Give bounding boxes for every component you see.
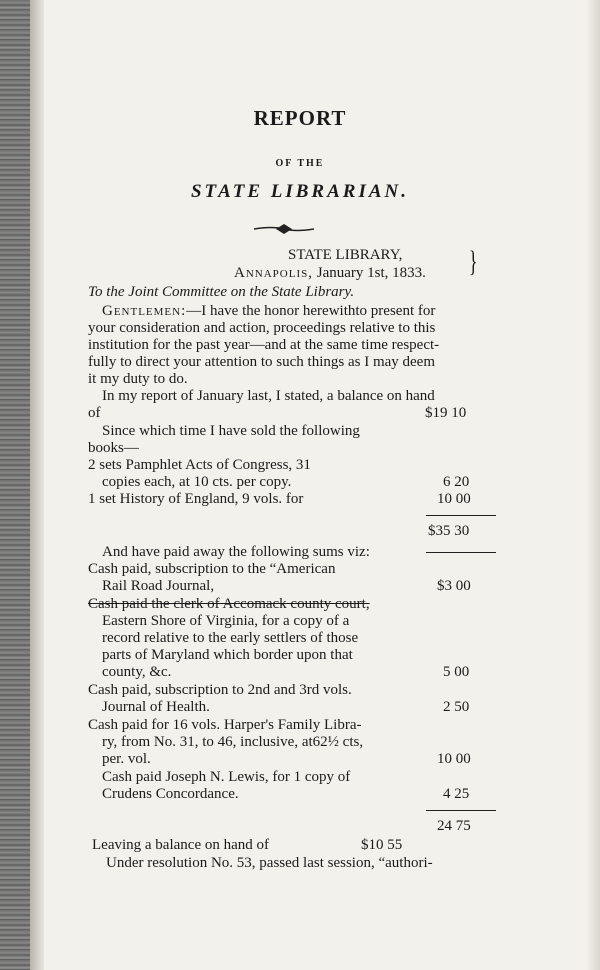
p1-line-4: fully to direct your attention to such things as I may deem xyxy=(88,354,436,370)
exp2-line-1: Cash paid the clerk of Accomack county court, xyxy=(88,596,370,612)
rule-subtotal xyxy=(426,515,496,516)
exp3-line-2: Journal of Health. xyxy=(102,699,210,715)
rule-total-paid xyxy=(426,810,496,811)
p3-line-2: books— xyxy=(88,440,139,456)
amount-harper: 10 00 xyxy=(437,751,471,767)
ornament-divider-icon xyxy=(252,222,316,236)
item1-line-2: copies each, at 10 cts. per copy. xyxy=(102,474,292,490)
p2-line-2: of xyxy=(88,405,101,421)
exp5-line-1: Cash paid Joseph N. Lewis, for 1 copy of xyxy=(102,769,351,785)
exp4-line-3: per. vol. xyxy=(102,751,151,767)
amount-subtotal: $35 30 xyxy=(428,523,470,539)
exp4-line-1: Cash paid for 16 vols. Harper's Family Libra- xyxy=(88,717,362,733)
report-of-the: OF THE xyxy=(275,158,325,169)
exp2-line-2: Eastern Shore of Virginia, for a copy of a xyxy=(102,613,350,629)
dateline-day: January 1st, 1833. xyxy=(316,265,426,281)
p1-line-3: institution for the past year—and at the same time respect- xyxy=(88,337,440,353)
exp1-line-1: Cash paid, subscription to the “American xyxy=(88,561,336,577)
salutation: Gentlemen: xyxy=(102,303,187,319)
dateline-date xyxy=(234,265,426,282)
exp2-line-3: record relative to the early settlers of those xyxy=(102,630,359,646)
balance-label: Leaving a balance on hand of xyxy=(92,837,270,853)
item1-line-1: 2 sets Pamphlet Acts of Congress, 31 xyxy=(88,457,311,473)
paid-intro: And have paid away the following sums viz: xyxy=(102,544,370,560)
amount-accomack: 5 00 xyxy=(443,664,470,680)
p1-line-5: it my duty to do. xyxy=(88,371,188,387)
address-line: To the Joint Committee on the State Library. xyxy=(88,284,355,300)
dateline-place: Annapolis, xyxy=(234,265,313,281)
balance-value: $10 55 xyxy=(361,837,403,853)
last-line: Under resolution No. 53, passed last session, “authori- xyxy=(106,855,433,871)
rule-paid xyxy=(426,552,496,553)
exp3-line-1: Cash paid, subscription to 2nd and 3rd vols. xyxy=(88,682,352,698)
amount-total-paid: 24 75 xyxy=(437,818,471,834)
exp5-line-2: Crudens Concordance. xyxy=(102,786,239,802)
amount-railroad: $3 00 xyxy=(437,578,471,594)
item2-line-1: 1 set History of England, 9 vols. for xyxy=(88,491,304,507)
brace-icon: } xyxy=(468,245,478,278)
exp1-line-2: Rail Road Journal, xyxy=(102,578,215,594)
amount-cruden: 4 25 xyxy=(443,786,470,802)
p1-line-2: your consideration and action, proceedings relative to this xyxy=(88,320,436,336)
salutation-line xyxy=(102,303,435,320)
amount-pamphlets: 6 20 xyxy=(443,474,470,490)
report-title: REPORT xyxy=(253,106,347,130)
exp4-line-2: ry, from No. 31, to 46, inclusive, at62½ cts, xyxy=(102,734,364,750)
report-subtitle: STATE LIBRARIAN. xyxy=(190,181,409,202)
p2-line-1: In my report of January last, I stated, a balance on hand xyxy=(102,388,435,404)
exp2-line-5: county, &c. xyxy=(102,664,172,680)
amount-health: 2 50 xyxy=(443,699,470,715)
p1-line-1: —I have the honor herewithto present for xyxy=(186,303,436,319)
amount-history: 10 00 xyxy=(437,491,471,507)
dateline-library: STATE LIBRARY, xyxy=(288,247,403,263)
p3-line-1: Since which time I have sold the following xyxy=(102,423,360,439)
exp2-line-4: parts of Maryland which border upon that xyxy=(102,647,353,663)
amount-prior-balance: $19 10 xyxy=(425,405,467,421)
